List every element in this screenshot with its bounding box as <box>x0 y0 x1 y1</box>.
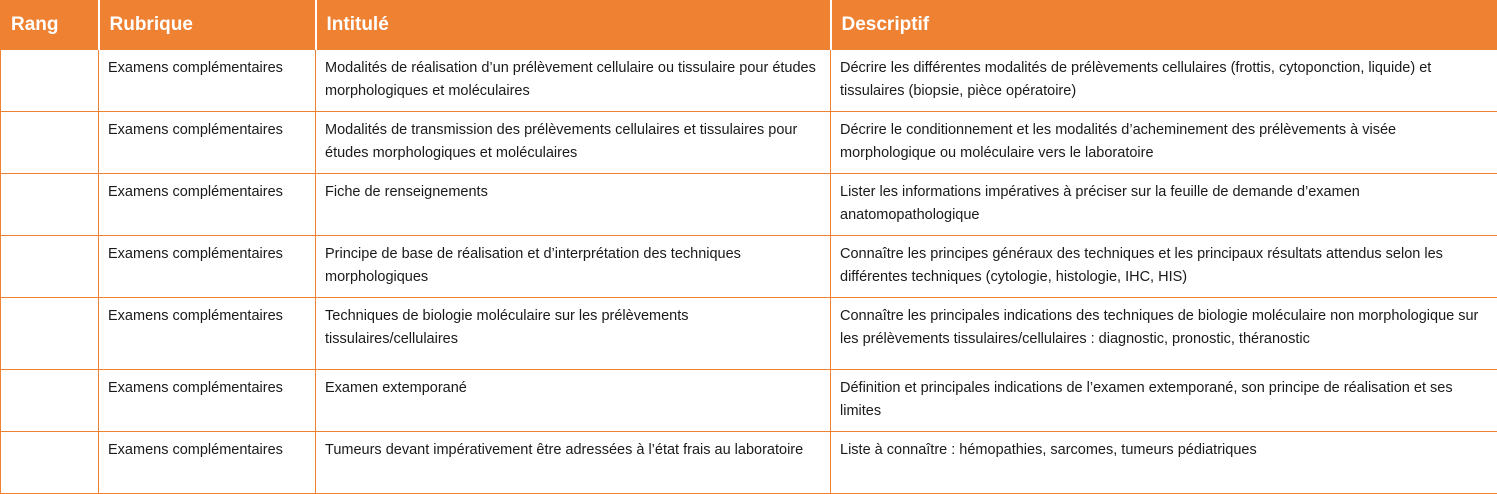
cell-intitule: Principe de base de réalisation et d’interprétation des techniques morphologiques <box>316 236 831 298</box>
cell-rubrique: Examens complémentaires <box>99 112 316 174</box>
cell-intitule: Techniques de biologie moléculaire sur les prélèvements tissulaires/cellulaires <box>316 298 831 370</box>
header-row <box>1 1 1497 50</box>
cell-descriptif: Liste à connaître : hémopathies, sarcomes, tumeurs pédiatriques <box>831 432 1497 494</box>
cell-rubrique: Examens complémentaires <box>99 236 316 298</box>
cell-intitule: Modalités de réalisation d’un prélèvement cellulaire ou tissulaire pour études morphologiques et moléculaires <box>316 50 831 112</box>
cell-descriptif: Connaître les principales indications des techniques de biologie moléculaire non morphologique sur les prélèvements tissulaires/cellulaires : diagnostic, pronostic, théranostic <box>831 298 1497 370</box>
table-row <box>1 370 1497 432</box>
cell-rubrique: Examens complémentaires <box>99 174 316 236</box>
cell-rang <box>1 370 99 432</box>
header-rang: Rang <box>1 1 99 50</box>
cell-descriptif: Décrire les différentes modalités de prélèvements cellulaires (frottis, cytoponction, liquide) et tissulaires (biopsie, pièce opératoire) <box>831 50 1497 112</box>
table-row <box>1 174 1497 236</box>
cell-rang <box>1 298 99 370</box>
cell-intitule: Fiche de renseignements <box>316 174 831 236</box>
cell-rang <box>1 236 99 298</box>
cell-descriptif: Connaître les principes généraux des techniques et les principaux résultats attendus selon les différentes techniques (cytologie, histologie, IHC, HIS) <box>831 236 1497 298</box>
table-row <box>1 112 1497 174</box>
cell-rubrique: Examens complémentaires <box>99 50 316 112</box>
cell-descriptif: Lister les informations impératives à préciser sur la feuille de demande d’examen anatomopathologique <box>831 174 1497 236</box>
table-row <box>1 50 1497 112</box>
cell-rubrique: Examens complémentaires <box>99 370 316 432</box>
cell-rubrique: Examens complémentaires <box>99 298 316 370</box>
cell-rang <box>1 174 99 236</box>
cell-intitule: Modalités de transmission des prélèvements cellulaires et tissulaires pour études morphologiques et moléculaires <box>316 112 831 174</box>
cell-intitule: Tumeurs devant impérativement être adressées à l’état frais au laboratoire <box>316 432 831 494</box>
cell-rubrique: Examens complémentaires <box>99 432 316 494</box>
cell-rang <box>1 112 99 174</box>
table-row <box>1 432 1497 494</box>
cell-rang <box>1 50 99 112</box>
cell-descriptif: Décrire le conditionnement et les modalités d’acheminement des prélèvements à visée morphologique ou moléculaire vers le laboratoire <box>831 112 1497 174</box>
cell-intitule: Examen extemporané <box>316 370 831 432</box>
header-rubrique: Rubrique <box>99 1 316 50</box>
table-row <box>1 298 1497 370</box>
header-intitule: Intitulé <box>316 1 831 50</box>
cell-descriptif: Définition et principales indications de l’examen extemporané, son principe de réalisation et ses limites <box>831 370 1497 432</box>
header-descriptif: Descriptif <box>831 1 1497 50</box>
table-row <box>1 236 1497 298</box>
cell-rang <box>1 432 99 494</box>
